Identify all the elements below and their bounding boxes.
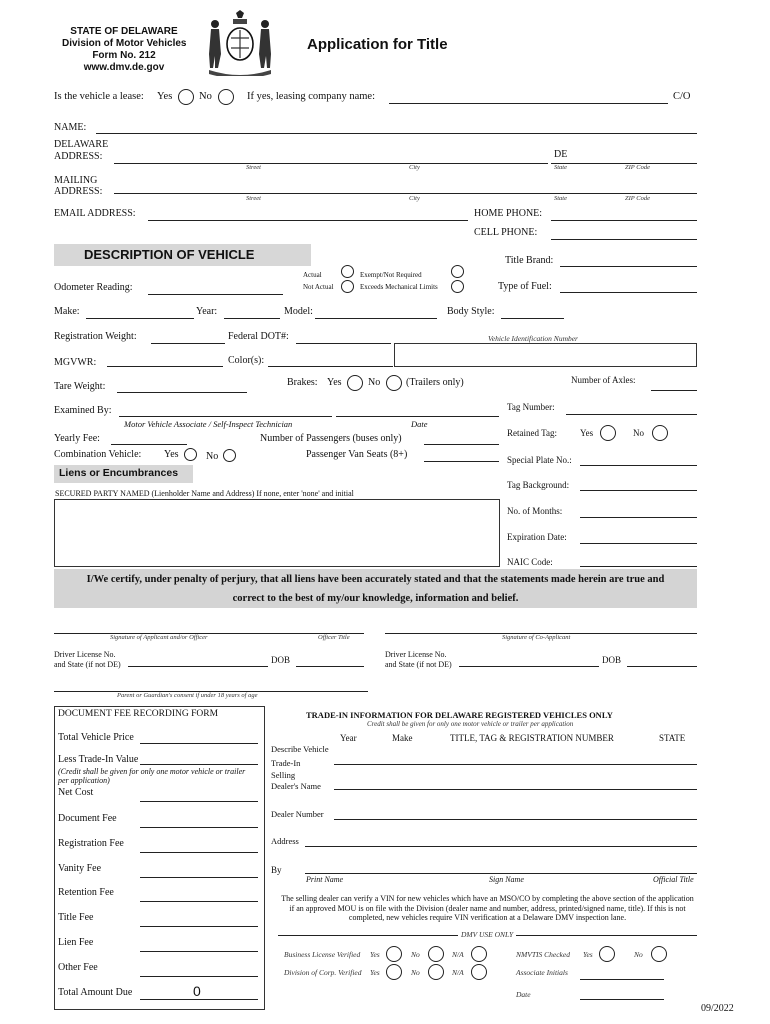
exam-date-caption: Date	[411, 419, 428, 429]
actual-label: Actual	[303, 271, 322, 279]
dealer-signature-field[interactable]	[305, 873, 697, 874]
reg-weight-field[interactable]	[151, 343, 225, 344]
certification-line-2: correct to the best of my/our knowledge, information and belief.	[232, 593, 519, 604]
retention-fee-label: Retention Fee	[58, 887, 114, 898]
name-label: NAME:	[54, 122, 87, 133]
division-name: Division of Motor Vehicles	[62, 38, 187, 49]
trade-credit-note: (Credit shall be given for only one motor vehicle or trailer per application)	[58, 767, 246, 785]
colors-field[interactable]	[268, 366, 393, 367]
nmvtis-yes-radio[interactable]	[599, 946, 615, 962]
tag-number-field[interactable]	[566, 414, 697, 415]
make-field[interactable]	[86, 318, 194, 319]
total-price-field[interactable]	[140, 743, 258, 744]
mailing-address-field[interactable]	[114, 193, 697, 194]
bl-no-radio[interactable]	[428, 946, 444, 962]
de-address-field[interactable]	[114, 163, 548, 164]
mgvwr-field[interactable]	[107, 366, 223, 367]
less-trade-field[interactable]	[140, 764, 258, 765]
combo-no-radio[interactable]	[223, 449, 236, 462]
vin-caption: Vehicle Identification Number	[488, 334, 578, 343]
co-applicant-dl-label: Driver License No. and State (if not DE)	[385, 650, 452, 669]
dc-no-label: No	[411, 968, 420, 977]
passengers-label: Number of Passengers (buses only)	[260, 433, 402, 444]
fuel-label: Type of Fuel:	[498, 281, 552, 292]
fuel-field[interactable]	[560, 292, 697, 293]
not-actual-label: Not Actual	[303, 283, 334, 291]
tag-background-field[interactable]	[580, 490, 697, 491]
dealer-number-label: Dealer Number	[271, 809, 324, 819]
lease-yes-label: Yes	[157, 91, 173, 102]
dc-yes-radio[interactable]	[386, 964, 402, 980]
vanity-fee-field[interactable]	[140, 877, 258, 878]
examined-by-field[interactable]	[119, 416, 332, 417]
tag-background-label: Tag Background:	[507, 480, 570, 490]
co-applicant-caption: Signature of Co-Applicant	[502, 634, 571, 641]
dmv-use-title: DMV USE ONLY	[458, 930, 516, 939]
title-brand-label: Title Brand:	[505, 255, 554, 266]
mgvwr-label: MGVWR:	[54, 357, 97, 368]
special-plate-label: Special Plate No.:	[507, 455, 572, 465]
axles-field[interactable]	[651, 390, 697, 391]
agency-block	[62, 26, 186, 74]
expiration-field[interactable]	[580, 543, 697, 544]
cell-phone-label: CELL PHONE:	[474, 227, 538, 238]
tag-number-label: Tag Number:	[507, 402, 555, 412]
applicant-dob-label: DOB	[271, 655, 291, 665]
document-fee-field[interactable]	[140, 827, 258, 828]
vin-input-box[interactable]	[394, 343, 697, 367]
total-price-label: Total Vehicle Price	[58, 732, 134, 743]
leasing-company-field[interactable]	[389, 103, 668, 104]
tradein-vehicle-field[interactable]	[334, 764, 697, 765]
de-street-caption: Street	[246, 164, 261, 171]
dmv-date-label: Date	[516, 990, 531, 999]
vin-verification-note: The selling dealer can verify a VIN for new vehicles which have an MSO/CO by completing the above section of the application if an approved MOU is on file with the Division (dealer name and number, address, printed/signed name, title). If this is not completed, new vehicles require VIN verification at a Delaware DMV inspection lane.	[281, 894, 694, 922]
vehicle-section-header: DESCRIPTION OF VEHICLE	[54, 244, 311, 266]
exempt-radio[interactable]	[451, 265, 464, 278]
other-fee-label: Other Fee	[58, 962, 98, 973]
tare-weight-field[interactable]	[117, 392, 247, 393]
passengers-field[interactable]	[424, 444, 499, 445]
trailers-only-label: (Trailers only)	[406, 377, 464, 388]
title-fee-label: Title Fee	[58, 912, 94, 923]
de-city-caption: City	[409, 164, 420, 171]
model-label: Model:	[284, 306, 313, 317]
dc-na-label: N/A	[452, 968, 464, 977]
total-due-label: Total Amount Due	[58, 987, 133, 998]
revision-date: 09/2022	[701, 1003, 734, 1014]
de-state-value: DE	[554, 149, 568, 160]
document-fee-label: Document Fee	[58, 813, 117, 824]
months-field[interactable]	[580, 517, 697, 518]
make-label: Make:	[54, 306, 80, 317]
year-field[interactable]	[224, 318, 280, 319]
co-label: C/O	[673, 91, 691, 102]
dealer-address-field[interactable]	[305, 846, 697, 847]
van-seats-field[interactable]	[424, 461, 499, 462]
lien-fee-label: Lien Fee	[58, 937, 94, 948]
dealer-address-label: Address	[271, 836, 299, 846]
van-seats-label: Passenger Van Seats (8+)	[306, 449, 408, 460]
not-actual-radio[interactable]	[341, 280, 354, 293]
applicant-dl-field[interactable]	[128, 666, 268, 667]
retained-yes-radio[interactable]	[600, 425, 616, 441]
lienholder-box[interactable]	[54, 499, 500, 567]
email-label: EMAIL ADDRESS:	[54, 208, 136, 219]
total-due-field[interactable]	[140, 999, 258, 1000]
de-state-caption: State	[554, 164, 567, 171]
model-field[interactable]	[315, 318, 437, 319]
body-style-label: Body Style:	[447, 306, 495, 317]
cell-phone-field[interactable]	[551, 239, 697, 240]
retained-yes-label: Yes	[580, 428, 594, 438]
home-phone-field[interactable]	[551, 220, 697, 221]
brakes-no-label: No	[368, 377, 381, 388]
yearly-fee-field[interactable]	[111, 444, 187, 445]
lease-no-radio[interactable]	[218, 89, 234, 105]
brakes-no-radio[interactable]	[386, 375, 402, 391]
colors-label: Color(s):	[228, 355, 265, 366]
less-trade-label: Less Trade-In Value	[58, 754, 139, 765]
certification-line-1: I/We certify, under penalty of perjury, that all liens have been accurately stated and that the statements made herein are true and	[86, 574, 665, 585]
lease-question: Is the vehicle a lease:	[54, 91, 144, 102]
dealer-number-field[interactable]	[334, 819, 697, 820]
dmv-date-field[interactable]	[580, 999, 664, 1000]
nmvtis-no-radio[interactable]	[651, 946, 667, 962]
bl-na-label: N/A	[452, 950, 464, 959]
federal-dot-label: Federal DOT#:	[228, 331, 289, 342]
combo-no-label: No	[206, 451, 219, 462]
brakes-label: Brakes:	[287, 377, 318, 388]
applicant-signature-caption: Signature of Applicant and/or Officer	[110, 634, 208, 641]
registration-fee-label: Registration Fee	[58, 838, 124, 849]
actual-radio[interactable]	[341, 265, 354, 278]
other-fee-field[interactable]	[140, 976, 258, 977]
officer-title-caption: Officer Title	[318, 634, 350, 641]
bl-no-label: No	[411, 950, 420, 959]
naic-label: NAIC Code:	[507, 557, 553, 567]
registration-fee-field[interactable]	[140, 852, 258, 853]
combination-label: Combination Vehicle:	[54, 449, 142, 460]
tradein-subtitle: Credit shall be given for only one motor vehicle or trailer per application	[367, 720, 574, 728]
reg-weight-label: Registration Weight:	[54, 331, 137, 342]
home-phone-label: HOME PHONE:	[474, 208, 543, 219]
exceeds-label: Exceeds Mechanical Limits	[360, 283, 438, 291]
combo-yes-label: Yes	[164, 449, 179, 460]
co-applicant-dob-label: DOB	[602, 655, 622, 665]
odometer-field[interactable]	[148, 294, 283, 295]
mail-city-caption: City	[409, 195, 420, 202]
form-title: Application for Title	[307, 36, 448, 53]
de-address-label: DELAWARE ADDRESS:	[54, 139, 109, 162]
leasing-company-label: If yes, leasing company name:	[247, 91, 375, 102]
sign-name-caption: Sign Name	[489, 875, 524, 884]
exam-date-field[interactable]	[336, 416, 499, 417]
exceeds-radio[interactable]	[451, 280, 464, 293]
name-field[interactable]	[96, 133, 697, 134]
co-applicant-dob-field[interactable]	[627, 666, 697, 667]
retained-tag-label: Retained Tag:	[507, 428, 557, 438]
body-style-field[interactable]	[501, 318, 564, 319]
combo-yes-radio[interactable]	[184, 448, 197, 461]
nmvtis-no-label: No	[634, 950, 643, 959]
mail-zip-caption: ZIP Code	[625, 195, 650, 202]
axles-label: Number of Axles:	[571, 375, 636, 385]
liens-section-header: Liens or Encumbrances	[54, 465, 193, 483]
form-number: Form No. 212	[92, 50, 156, 61]
examiner-caption: Motor Vehicle Associate / Self-Inspect Technician	[124, 419, 293, 429]
retained-no-label: No	[633, 428, 644, 438]
net-cost-field[interactable]	[140, 801, 258, 802]
title-fee-field[interactable]	[140, 926, 258, 927]
retention-fee-field[interactable]	[140, 901, 258, 902]
vanity-fee-label: Vanity Fee	[58, 863, 102, 874]
guardian-caption: Parent or Guardian's consent if under 18 years of age	[117, 692, 258, 699]
associate-initials-label: Associate Initials	[516, 968, 568, 977]
naic-field[interactable]	[580, 566, 697, 567]
applicant-dl-label: Driver License No. and State (if not DE)	[54, 650, 121, 669]
brakes-yes-radio[interactable]	[347, 375, 363, 391]
total-due-value: 0	[193, 983, 201, 999]
bl-yes-label: Yes	[370, 950, 380, 959]
net-cost-label: Net Cost	[58, 787, 94, 798]
fee-form-title: DOCUMENT FEE RECORDING FORM	[58, 709, 219, 719]
state-name: STATE OF DELAWARE	[70, 26, 178, 37]
year-label: Year:	[196, 306, 218, 317]
special-plate-field[interactable]	[580, 465, 697, 466]
secured-party-label: SECURED PARTY NAMED (Lienholder Name and Address) If none, enter 'none' and initial	[55, 489, 354, 498]
lease-yes-radio[interactable]	[178, 89, 194, 105]
business-license-label: Business License Verified	[284, 950, 361, 959]
yearly-fee-label: Yearly Fee:	[54, 433, 100, 444]
months-label: No. of Months:	[507, 506, 563, 516]
tradein-col-make: Make	[392, 733, 413, 743]
delaware-seal-icon	[206, 10, 274, 76]
website: www.dmv.de.gov	[83, 62, 165, 73]
de-zip-caption: ZIP Code	[625, 164, 650, 171]
associate-initials-field[interactable]	[580, 979, 664, 980]
co-applicant-dl-field[interactable]	[459, 666, 599, 667]
applicant-dob-field[interactable]	[296, 666, 364, 667]
print-name-caption: Print Name	[306, 875, 344, 884]
expiration-label: Expiration Date:	[507, 532, 567, 542]
by-label: By	[271, 865, 282, 875]
bl-na-radio[interactable]	[471, 946, 487, 962]
lien-fee-field[interactable]	[140, 951, 258, 952]
email-field[interactable]	[148, 220, 468, 221]
tradein-col-year: Year	[340, 733, 357, 743]
retained-no-radio[interactable]	[652, 425, 668, 441]
certification-banner	[54, 569, 697, 608]
bl-yes-radio[interactable]	[386, 946, 402, 962]
brakes-yes-label: Yes	[327, 377, 342, 388]
dc-na-radio[interactable]	[471, 964, 487, 980]
describe-tradein-label: Describe Vehicle Trade-In	[271, 744, 329, 768]
tare-weight-label: Tare Weight:	[54, 381, 106, 392]
exempt-label: Exempt/Not Required	[360, 271, 422, 279]
nmvtis-yes-label: Yes	[583, 950, 593, 959]
selling-dealer-label: Selling Dealer's Name	[271, 770, 321, 791]
tradein-title: TRADE-IN INFORMATION FOR DELAWARE REGISTERED VEHICLES ONLY	[306, 710, 613, 720]
odometer-label: Odometer Reading:	[54, 282, 133, 293]
tradein-col-state: STATE	[659, 733, 686, 743]
selling-dealer-field[interactable]	[334, 789, 697, 790]
examined-by-label: Examined By:	[54, 405, 112, 416]
mailing-address-label: MAILING ADDRESS:	[54, 175, 103, 197]
dc-no-radio[interactable]	[428, 964, 444, 980]
tradein-col-ttr: TITLE, TAG & REGISTRATION NUMBER	[450, 733, 614, 743]
federal-dot-field[interactable]	[296, 343, 391, 344]
lease-no-label: No	[199, 91, 212, 102]
dc-yes-label: Yes	[370, 968, 380, 977]
official-title-caption: Official Title	[653, 875, 694, 884]
de-state-zip-field[interactable]	[551, 163, 697, 164]
mail-street-caption: Street	[246, 195, 261, 202]
mail-state-caption: State	[554, 195, 567, 202]
division-corp-label: Division of Corp. Verified	[284, 968, 362, 977]
title-brand-field[interactable]	[560, 266, 697, 267]
nmvtis-label: NMVTIS Checked	[516, 950, 570, 959]
